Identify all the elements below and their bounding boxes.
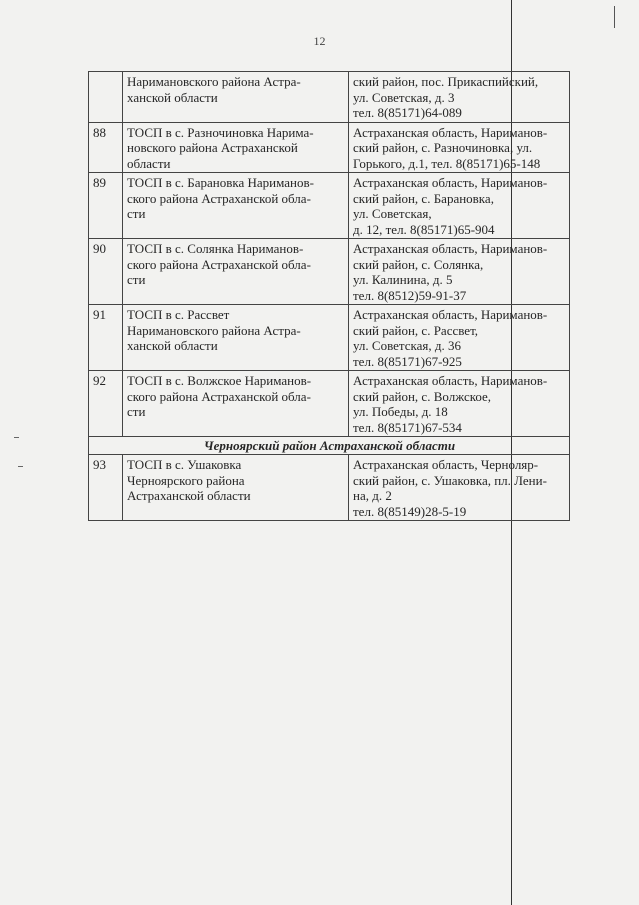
office-name-line: ТОСП в с. Барановка Нариманов- [127,175,314,190]
address-line: Горького, д.1, тел. 8(85171)65-148 [353,155,541,171]
address-cell [349,122,570,173]
page-number: 12 [313,34,326,48]
row-number: 89 [89,173,123,239]
row-number [89,72,123,123]
address-line: на, д. 2 [353,488,392,503]
office-name-cell [123,455,349,521]
row-number: 90 [89,239,123,305]
scan-mark [14,437,19,438]
address-line: ул. Советская, [353,206,432,221]
address-line: ский район, с. Ушаковка, пл. Лени- [353,472,547,488]
table-row [89,72,570,123]
office-name-cell [123,122,349,173]
office-name-line: ТОСП в с. Ушаковка [127,457,242,472]
address-line: тел. 8(85149)28-5-19 [353,503,467,519]
office-name-line: ТОСП в с. Разночиновка Нарима- [127,124,314,140]
table-row [89,371,570,437]
table-row [89,305,570,371]
office-name-line: ханской области [127,338,218,353]
office-name-cell [123,305,349,371]
address-line: ул. Калинина, д. 5 [353,272,453,287]
address-line: тел. 8(85171)67-925 [353,353,462,369]
office-name-line: новского района Астраханской [127,140,298,155]
district-heading-row [89,437,570,455]
office-name-line: области [127,155,171,171]
address-line: ул. Советская, д. 3 [353,89,455,105]
address-cell [349,371,570,437]
table-row [89,239,570,305]
address-line: ский район, пос. Прикаспийский, [353,74,539,89]
office-name-line: ТОСП в с. Рассвет [127,307,230,322]
address-line: Астраханская область, Нариманов- [353,373,548,388]
office-name-line: Наримановского района Астра- [127,322,301,338]
address-cell [349,72,570,123]
office-name-cell [123,173,349,239]
scan-mark [18,466,23,467]
office-name-line: сти [127,272,146,287]
office-name-line: ского района Астраханской обла- [127,388,311,404]
office-name-cell [123,239,349,305]
office-name-line: ского района Астраханской обла- [127,190,311,206]
office-name-line: ТОСП в с. Солянка Нариманов- [127,241,304,256]
address-line: тел. 8(85171)67-534 [353,419,462,435]
row-number: 92 [89,371,123,437]
office-name-line: Наримановского района Астра- [127,74,301,89]
address-line: д. 12, тел. 8(85171)65-904 [353,221,495,237]
office-name-line: ского района Астраханской обла- [127,256,311,272]
district-heading: Черноярский район Астраханской области [89,437,570,455]
address-cell [349,305,570,371]
office-name-line: Черноярского района [127,472,245,488]
address-line: ул. Победы, д. 18 [353,404,448,419]
address-line: ский район, с. Барановка, [353,190,494,206]
address-line: Астраханская область, Нариманов- [353,307,548,322]
row-number: 93 [89,455,123,521]
office-name-line: Астраханской области [127,488,251,503]
office-name-line: ханской области [127,89,218,105]
address-line: ул. Советская, д. 36 [353,338,462,353]
table-row [89,173,570,239]
address-line: тел. 8(8512)59-91-37 [353,287,467,303]
address-line: Астраханская область, Нариманов- [353,175,548,190]
address-line: ский район, с. Рассвет, [353,322,479,338]
row-number: 91 [89,305,123,371]
address-line: Астраханская область, Черноляр- [353,457,539,472]
office-name-line: сти [127,404,146,419]
address-line: ский район, с. Волжское, [353,388,492,404]
address-line: Астраханская область, Нариманов- [353,241,548,256]
address-cell [349,239,570,305]
address-line: ский район, с. Солянка, [353,256,484,272]
office-name-cell [123,72,349,123]
address-line: тел. 8(85171)64-089 [353,105,462,120]
address-cell [349,455,570,521]
office-name-line: сти [127,206,146,221]
row-number: 88 [89,122,123,173]
table-row [89,122,570,173]
table-row [89,455,570,521]
office-name-cell [123,371,349,437]
address-line: ский район, с. Разночиновка, ул. [353,140,533,155]
registry-table [88,71,570,521]
address-cell [349,173,570,239]
office-name-line: ТОСП в с. Волжское Нариманов- [127,373,312,388]
address-line: Астраханская область, Нариманов- [353,124,548,140]
margin-line-short [614,6,615,28]
